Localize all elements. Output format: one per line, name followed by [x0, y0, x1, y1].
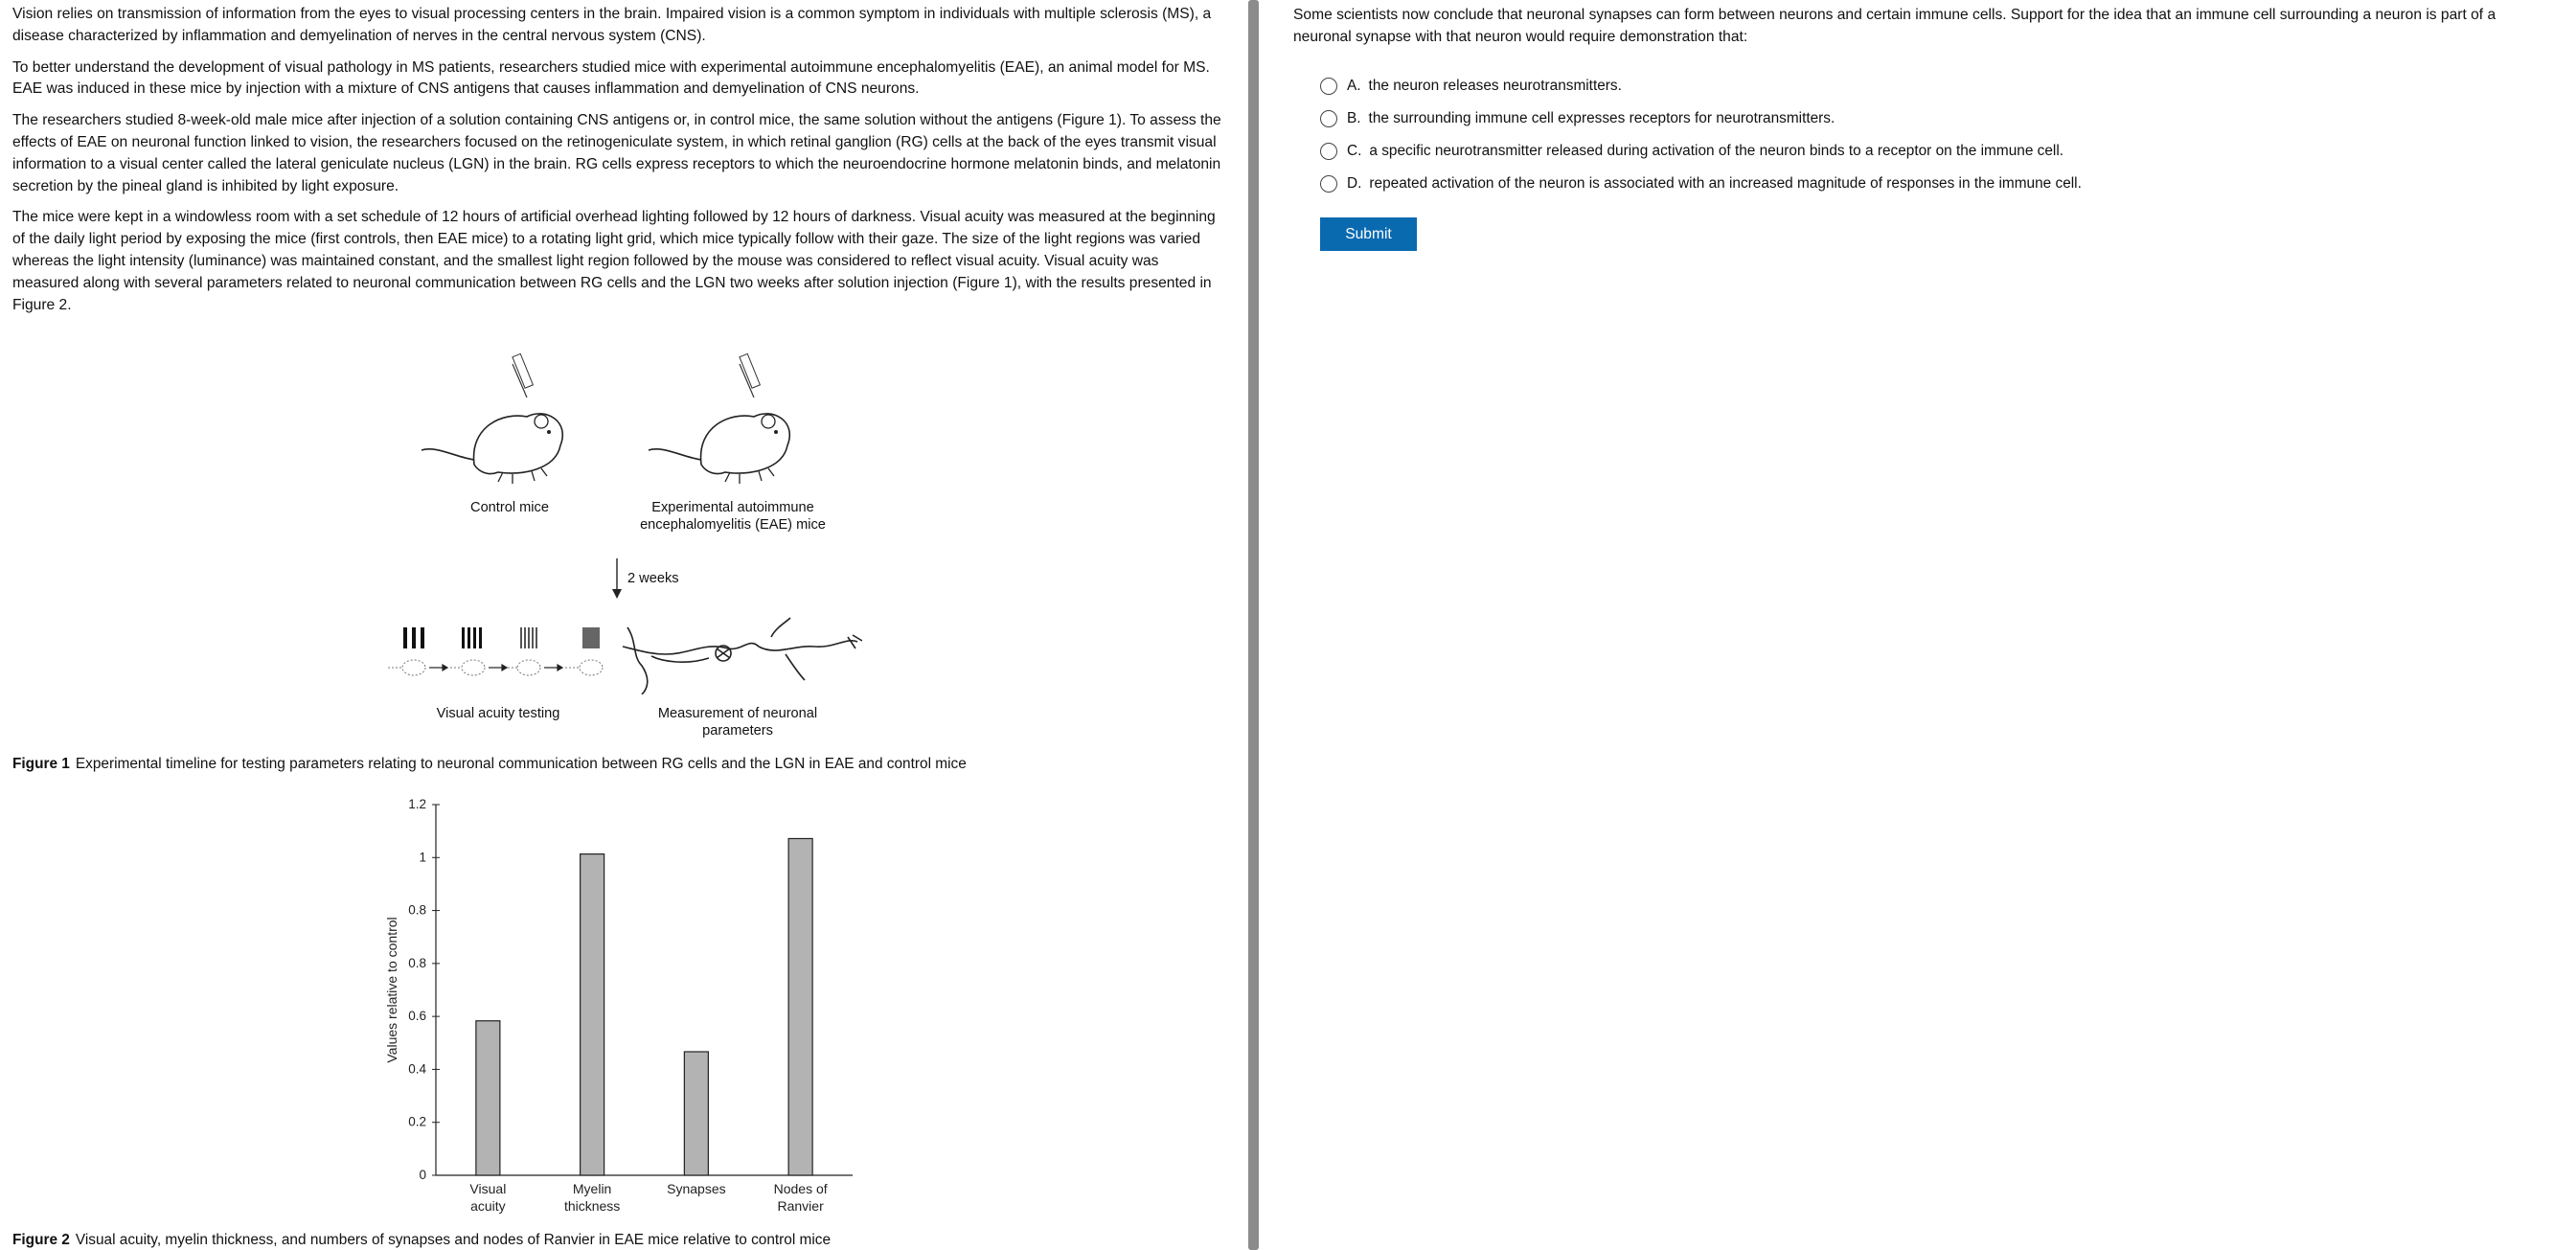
option-text: a specific neurotransmitter released during activation of the neuron binds to a receptor on the immune cell.: [1369, 143, 2064, 159]
option-letter: C.: [1347, 143, 1362, 159]
eae-label-line1: Experimental autoimmune: [651, 500, 814, 515]
neuron-icon: [623, 618, 862, 694]
passage-paragraph: To better understand the development of visual pathology in MS patients, researchers studied mice with experimental autoimmune encephalomyelitis (EAE), an animal model for MS. EAE was induced in these mice by injection with a mixture of CNS antigens that causes inflammation and demyelination of CNS neurons.: [12, 58, 1210, 98]
bar-synapses: [684, 1052, 708, 1175]
passage-paragraph: Vision relies on transmission of information from the eyes to visual processing centers in the brain. Impaired vision is a common symptom in individuals with multiple sclerosis (MS), a disease characterized by inflammation and demyelination of nerves in the central nervous system (CNS).: [12, 6, 1212, 44]
answer-option-d[interactable]: [1320, 168, 2082, 200]
radio-button-d[interactable]: [1320, 175, 1337, 193]
bar-nodes-of-ranvier: [788, 838, 812, 1175]
option-letter: A.: [1347, 78, 1361, 94]
figure1-caption-number: Figure 1: [12, 756, 70, 772]
x-tick-label: Synapses: [667, 1181, 726, 1196]
option-letter: B.: [1347, 110, 1361, 126]
answer-option-b[interactable]: [1320, 102, 2082, 135]
question-stem: Some scientists now conclude that neuronal synapses can form between neurons and certain immune cells. Support for the idea that an immune cell surrounding a neuron is part of a neuronal synapse with that neuron would require demonstration that:: [1293, 7, 2496, 45]
neuronal-label-line1: Measurement of neuronal: [657, 706, 818, 721]
answer-options: [1320, 70, 2082, 200]
figure2-caption-number: Figure 2: [12, 1232, 70, 1248]
timeline-label: 2 weeks: [627, 571, 679, 586]
y-tick-label: 0: [419, 1168, 426, 1182]
x-tick-label: Ranvier: [777, 1198, 824, 1214]
control-mouse-icon: [422, 353, 562, 484]
figure1-caption-text: Experimental timeline for testing parameters relating to neuronal communication between RG cells and the LGN in EAE and control mice: [75, 756, 967, 772]
pane-divider-scrollbar[interactable]: [1248, 0, 1259, 1250]
control-mice-label: Control mice: [470, 500, 549, 515]
figure1-caption: [12, 756, 967, 773]
passage-paragraph: The mice were kept in a windowless room with a set schedule of 12 hours of artificial overhead lighting followed by 12 hours of darkness. Visual acuity was measured at the beginning of the daily light period by exposing the mice (first controls, then EAE mice) to a rotating light grid, which mice typically follow with their gaze. The size of the light regions was varied whereas the light intensity (luminance) was maintained constant, and the smallest light region followed by the mouse was considered to reflect visual acuity. Visual acuity was measured along with several parameters related to neuronal communication between RG cells and the LGN two weeks after solution injection (Figure 1), with the results presented in Figure 2.: [12, 209, 1216, 313]
eae-label-line2: encephalomyelitis (EAE) mice: [640, 517, 826, 533]
passage-paragraph: The researchers studied 8-week-old male mice after injection of a solution containing CNS antigens or, in control mice, the same solution without the antigens (Figure 1). To assess the effects of EAE on neuronal function linked to vision, the researchers focused on the retinogeniculate system, in which retinal ganglion (RG) cells at the back of the eyes transmit visual information to a visual center called the lateral geniculate nucleus (LGN) in the brain. RG cells express receptors to which the neuroendocrine hormone melatonin binds, and melatonin secretion by the pineal gland is inhibited by light exposure.: [12, 112, 1221, 194]
question-pane: [1259, 0, 2576, 1250]
y-tick-label: 0.2: [408, 1114, 426, 1129]
option-text: repeated activation of the neuron is associated with an increased magnitude of responses in the immune cell.: [1369, 175, 2082, 192]
radio-button-b[interactable]: [1320, 110, 1337, 127]
y-tick-label: 1: [419, 850, 426, 865]
down-arrow-icon: [612, 558, 622, 599]
submit-button[interactable]: Submit: [1320, 217, 1417, 251]
x-tick-label: Nodes of: [773, 1181, 828, 1196]
answer-option-c[interactable]: [1320, 135, 2082, 168]
y-tick-label: 0.8: [408, 902, 426, 918]
y-axis-label: Values relative to control: [384, 917, 399, 1063]
figure2-bar-chart: [374, 790, 872, 1226]
x-tick-label: Visual: [469, 1181, 507, 1196]
passage-text: [12, 4, 1229, 326]
visual-acuity-testing-label: Visual acuity testing: [436, 706, 560, 721]
option-text: the surrounding immune cell expresses receptors for neurotransmitters.: [1368, 110, 1835, 126]
passage-pane: [0, 0, 1245, 1250]
option-text: the neuron releases neurotransmitters.: [1368, 78, 1622, 94]
figure2-caption-text: Visual acuity, myelin thickness, and numbers of synapses and nodes of Ranvier in EAE mice relative to control mice: [75, 1232, 832, 1248]
figure2-caption: [12, 1232, 831, 1249]
y-tick-label: 0.8: [408, 955, 426, 970]
radio-button-a[interactable]: [1320, 78, 1337, 95]
x-tick-label: thickness: [563, 1198, 621, 1214]
neuronal-label-line2: parameters: [702, 723, 773, 739]
x-tick-label: acuity: [470, 1198, 506, 1214]
x-tick-label: Myelin: [572, 1181, 612, 1196]
grating-icons: [403, 627, 600, 648]
y-tick-label: 1.2: [408, 797, 426, 811]
bar-myelin-thickness: [581, 854, 604, 1175]
y-tick-label: 0.6: [408, 1009, 426, 1024]
eae-mice-label: [613, 499, 853, 534]
radio-button-c[interactable]: [1320, 143, 1337, 160]
eae-mouse-icon: [649, 353, 789, 484]
y-tick-label: 0.4: [408, 1061, 426, 1077]
answer-option-a[interactable]: [1320, 70, 2082, 102]
bar-visual-acuity: [476, 1021, 500, 1175]
option-letter: D.: [1347, 175, 1362, 192]
neuronal-parameters-label: [632, 705, 843, 739]
